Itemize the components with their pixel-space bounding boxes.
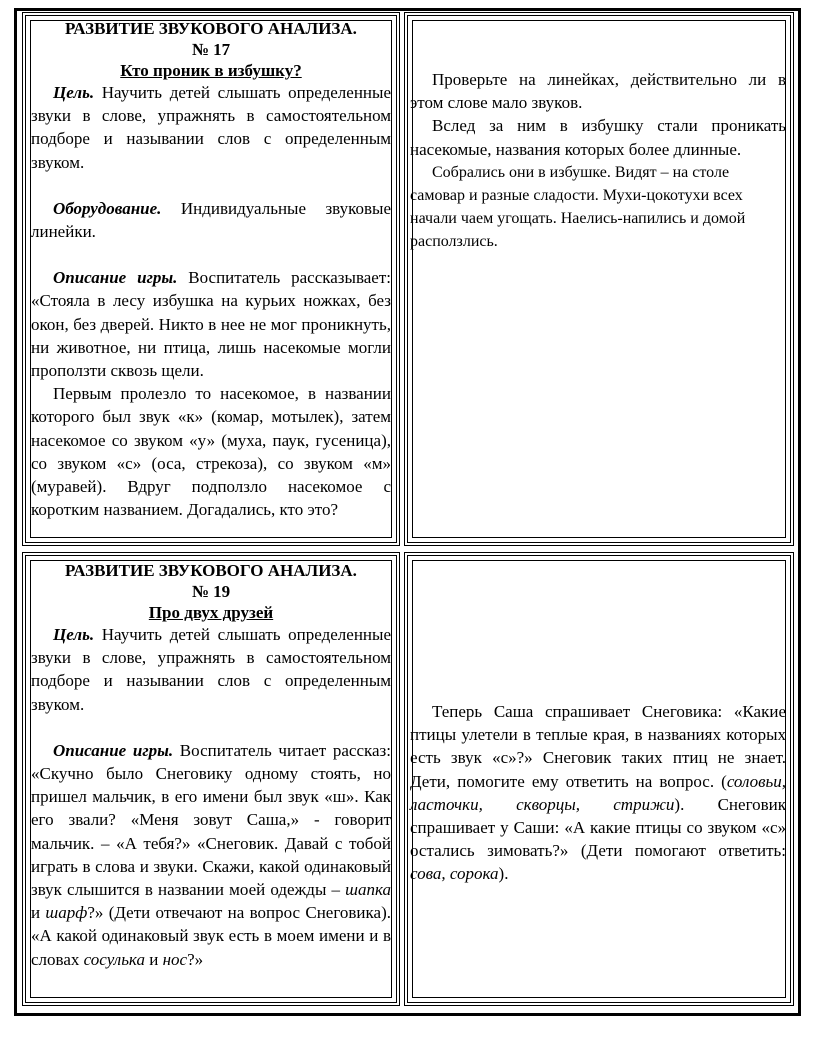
card-19-number: № 19 (191, 582, 231, 601)
card-17-equipment (31, 197, 391, 243)
description-text-c: ?» (187, 949, 204, 969)
answer-list: сова, сорока (410, 864, 499, 884)
conj-2: и (144, 949, 163, 969)
description-text-a: Воспитатель читает рассказ: «Скучно было Снеговику одному стоять, но пришел мальчик, в его имени был звук «ш». Как его звали? «Меня зовут Саша,» - говорит мальчик. – «А тебя?» «Снеговик. Давай с тобой играть в слова и звуки. Скажи, какой одинаковый звук слышится в названии моей одежды – (31, 740, 391, 900)
card-17-title: РАЗВИТИЕ ЗВУКОВОГО АНАЛИЗА. (65, 19, 357, 38)
text-c: ). (498, 864, 509, 884)
continued-paragraph-1: Проверьте на линейках, действительно ли в этом слове мало звуков. (410, 70, 786, 113)
card-17-description (31, 266, 391, 382)
continued-paragraph (410, 700, 786, 886)
card-19-title: РАЗВИТИЕ ЗВУКОВОГО АНАЛИЗА. (65, 561, 357, 580)
card-17-number: № 17 (191, 40, 231, 59)
description-label: Описание игры. (53, 268, 178, 288)
continued-paragraph-2: Вслед за ним в избушку стали проникать насекомые, названия которых более длинные. (410, 116, 786, 159)
card-17-content (31, 18, 391, 521)
text-b: ). Снеговик спрашивает у Саши: «А какие птицы со звуком «с» остались зимовать?» (Дети помогают ответить: (410, 794, 786, 861)
goal-label: Цель. (53, 83, 95, 102)
description-label: Описание игры. (53, 740, 174, 760)
card-19-goal (31, 623, 391, 716)
description-text: Воспитатель рассказывает: «Стояла в лесу избушка на курьих ножках, без окон, без дверей. Никто в нее не мог проникнуть, ни животное, ни птица, лишь насекомые могли проползти сквозь щели. (31, 268, 391, 381)
text-a: Теперь Саша спрашивает Снеговика: «Какие птицы улетели в теплые края, в названиях которых есть звук «с»?» Снеговик таких птиц не знает. Дети, помогите ему ответить на вопрос. ( (410, 702, 786, 791)
card-17-continued (404, 12, 794, 546)
card-19 (22, 552, 400, 1006)
card-19-continued (404, 552, 794, 1006)
continued-paragraph-3: Собрались они в избушке. Видят – на столе самовар и разные сладости. Мухи-цокотухи всех начали чаем угощать. Наелись-напились и домой расползлись. (410, 163, 746, 251)
card-17-paragraph-2: Первым пролезло то насекомое, в названии которого был звук «к» (комар, мотылек), затем насекомое со звуком «у» (муха, паук, гусеница), со звуком «с» (оса, стрекоза), со звуком «м» (муравей). Вдруг подползло насекомое с коротким названием. Догадались, кто это? (31, 384, 391, 520)
goal-label: Цель. (53, 625, 95, 644)
word-sharf: шарф (45, 903, 88, 923)
birds-list: соловьи, ласточки, скворцы, стрижи (410, 771, 786, 814)
word-sosulka: сосулька (83, 949, 145, 969)
card-19-subtitle: Про двух друзей (148, 603, 274, 622)
goal-text: Научить детей слышать определенные звуки в слове, упражнять в самостоятельном подборе и назывании слов с определенным звуком. (31, 625, 391, 714)
card-17-subtitle: Кто проник в избушку? (120, 61, 302, 80)
conj-1: и (31, 903, 46, 923)
card-19-description (31, 739, 391, 971)
equipment-text: Индивидуальные звуковые линейки. (31, 198, 391, 242)
card-17 (22, 12, 400, 546)
goal-text: Научить детей слышать определенные звуки в слове, упражнять в самостоятельном подборе и назывании слов с определенным звуком. (31, 83, 391, 172)
card-17-goal (31, 81, 391, 174)
card-17-continued-content (410, 68, 786, 254)
card-19-content (31, 560, 391, 971)
word-shapka: шапка (345, 880, 391, 900)
card-19-continued-content (410, 700, 786, 886)
equipment-label: Оборудование. (53, 198, 162, 218)
description-text-b: ?» (Дети отвечают на вопрос Снеговика). «А какой одинаковый звук есть в моем имени и в словах (31, 903, 391, 969)
word-nos: нос (162, 949, 188, 969)
